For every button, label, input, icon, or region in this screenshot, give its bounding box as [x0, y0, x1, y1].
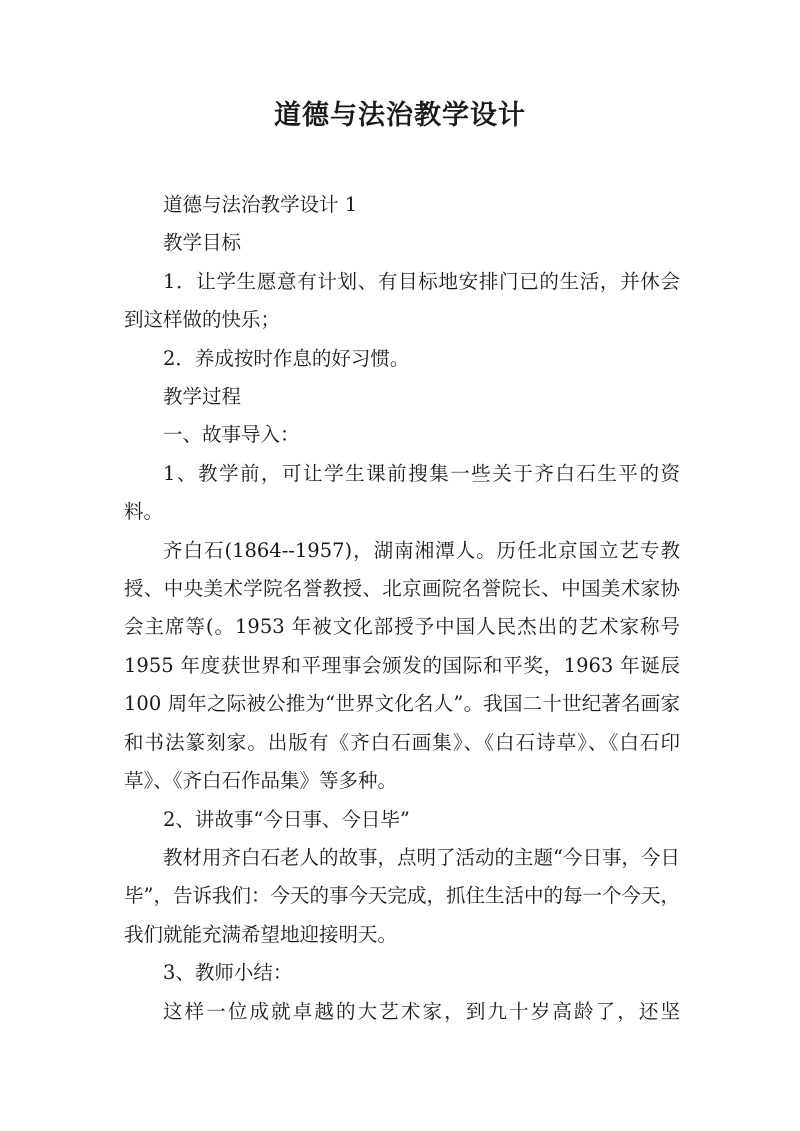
paragraph-goal-2: 2．养成按时作息的好习惯。	[163, 346, 410, 370]
paragraph-section-heading: 道德与法治教学设计 1	[163, 193, 358, 216]
paragraph-summary: 这样一位成就卓越的大艺术家，到九十岁高龄了，还坚	[163, 999, 680, 1023]
paragraph-story-intro: 一、故事导入：	[163, 423, 300, 447]
paragraph-qi-baishi-bio: 齐白石(1864--1957)，湖南湘潭人。历任北京国立艺专教授、中央美术学院名誉教授、北京画院名誉院长、中国美术家协会主席等(。1953 年被文化部授予中国人民杰出的艺术家称号 1955 年度获世界和平理事会颁发的国际和平奖，1963 年诞辰 100 周年之际被公推为“世界文化名人”。我国二十世纪著名画家和书法篆刻家。出版有《齐白石画集》、《白石诗草》、《白石印草》、《齐白石作品集》等多种。	[124, 538, 680, 793]
paragraph-step-1: 1、教学前，可让学生课前搜集一些关于齐白石生平的资料。	[124, 461, 680, 524]
document-body	[124, 186, 680, 1031]
paragraph-process-heading: 教学过程	[163, 385, 242, 409]
paragraph-goals-heading: 教学目标	[163, 231, 242, 255]
paragraph-step-3: 3、教师小结：	[163, 961, 293, 985]
document-title: 道德与法治教学设计	[274, 100, 526, 131]
paragraph-story-theme: 教材用齐白石老人的故事，点明了活动的主题“今日事，今日毕”，告诉我们：今天的事今天完成，抓住生活中的每一个今天，我们就能充满希望地迎接明天。	[124, 845, 680, 946]
paragraph-step-2: 2、讲故事“今日事、今日毕”	[163, 807, 410, 831]
paragraph-goal-1: 1．让学生愿意有计划、有目标地安排门已的生活，并休会到这样做的快乐；	[124, 269, 680, 332]
